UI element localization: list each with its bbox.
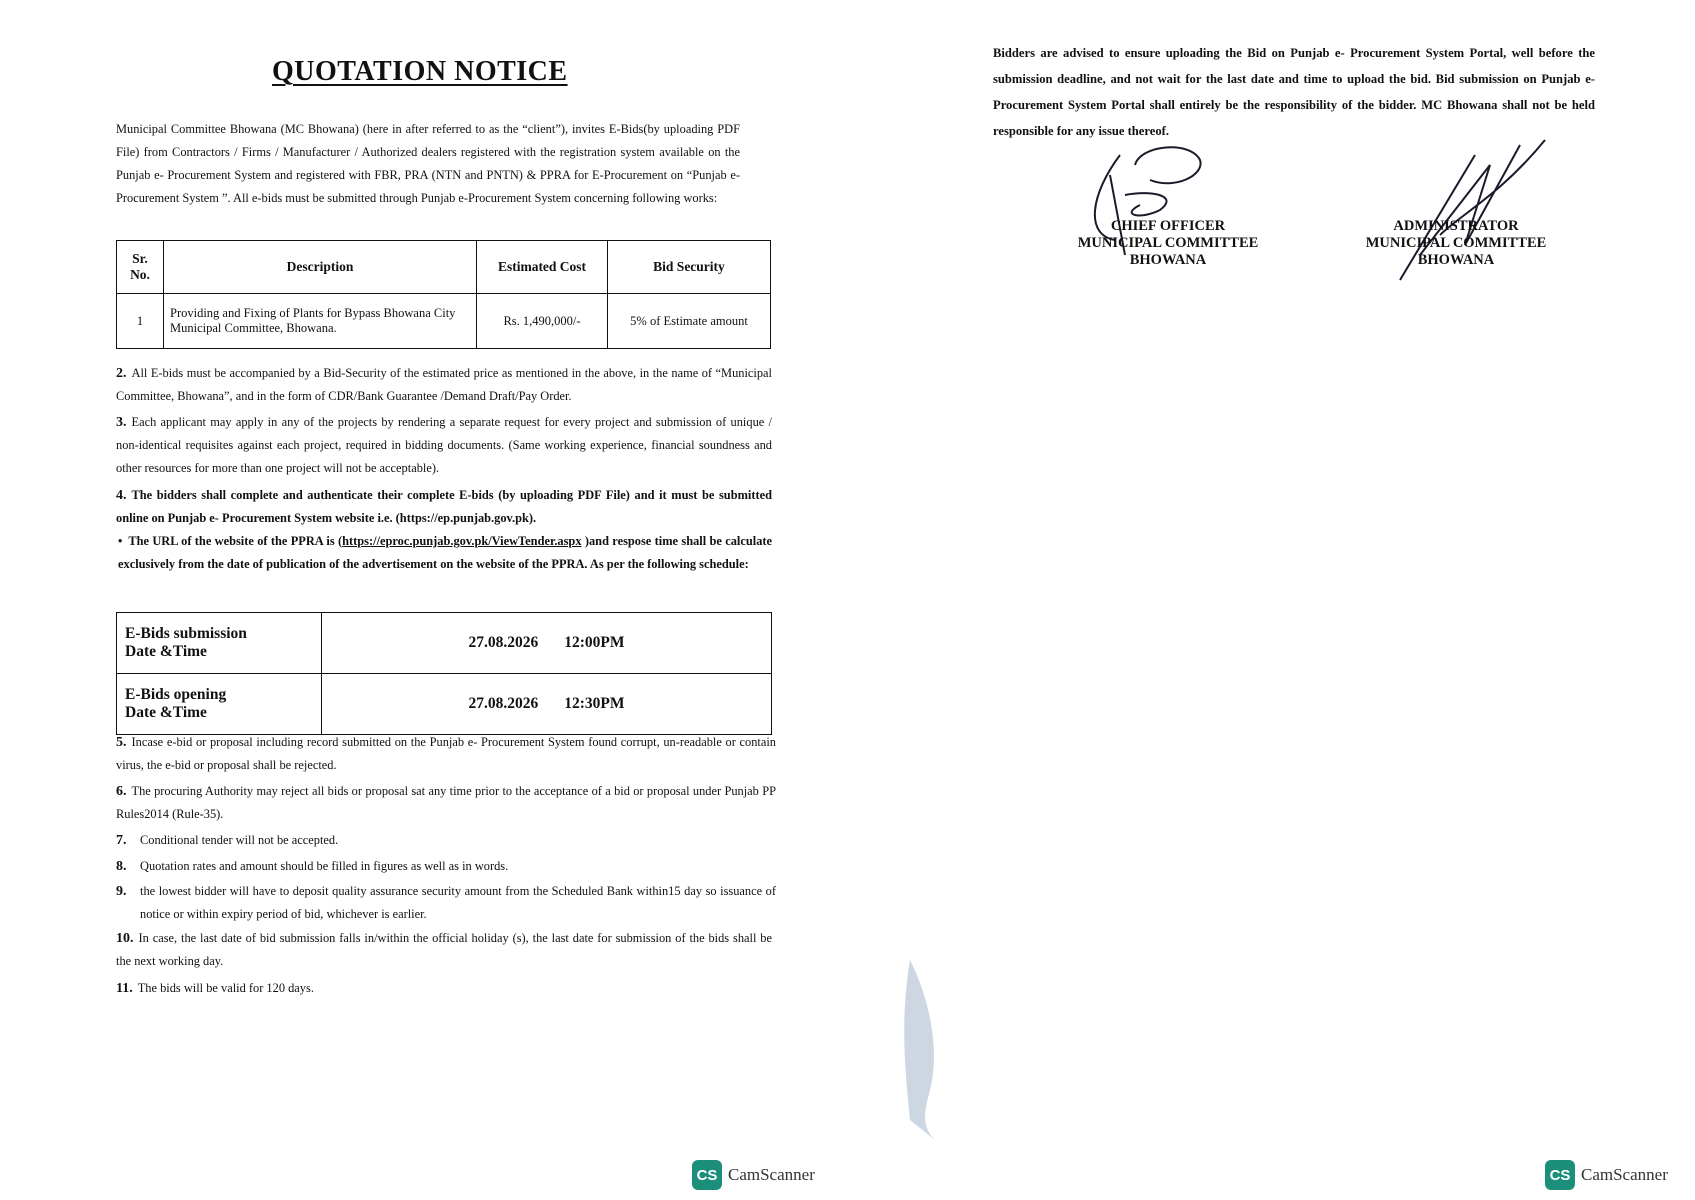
paragraph-3 [116, 411, 772, 480]
schedule-label-submission [117, 613, 322, 674]
camscanner-icon: CS [1545, 1160, 1575, 1190]
paragraph-5-text: Incase e-bid or proposal including record submitted on the Punjab e- Procurement System found corrupt, un-readable or contain virus, the e-bid or proposal shall be rejected. [116, 735, 776, 772]
cell-estimated-cost: Rs. 1,490,000/- [477, 294, 608, 349]
schedule-label-line: Date &Time [125, 704, 207, 721]
schedule-table [116, 612, 772, 735]
paragraph-2 [116, 362, 772, 408]
schedule-date: 27.08.2026 [468, 634, 539, 651]
header-sr-no: Sr. No. [117, 241, 164, 294]
bullet-text-start: The URL of the website of the PPRA is ( [128, 534, 343, 548]
signatory-place: BHOWANA [1417, 252, 1495, 268]
schedule-label-line: Date &Time [125, 643, 207, 660]
bullet-text-end: )and respose time shall be calculate exclusively from the date of publication of the advertisement on the website of the PPRA. As per the following schedule: [118, 534, 773, 571]
signatory-place: BHOWANA [1129, 252, 1207, 268]
cell-bid-security: 5% of Estimate amount [608, 294, 771, 349]
paragraph-9-number: 9. [116, 884, 127, 899]
table-row [117, 674, 772, 735]
intro-paragraph: Municipal Committee Bhowana (MC Bhowana) (here in after referred to as the “client”), invites E-Bids(by uploading PDF File) from Contractors / Firms / Manufacturer / Authorized dealers registered with the registration system available on the Punjab e- Procurement System and registered with FBR, PRA (NTN and PNTN) & PPRA for E-Procurement on “Punjab e- Procurement System ”. All e-bids must be submitted through Punjab e-Procurement System concerning following works: [116, 122, 740, 205]
scan-shadow-icon [900, 960, 950, 1140]
cell-description: Providing and Fixing of Plants for Bypass Bhowana City Municipal Committee, Bhowana. [164, 294, 477, 349]
page-title: QUOTATION NOTICE [272, 56, 568, 87]
schedule-label-opening [117, 674, 322, 735]
paragraph-10-text: In case, the last date of bid submission falls in/within the official holiday (s), the last date for submission of the bids shall be the next working day. [116, 931, 772, 968]
camscanner-label: CamScanner [1581, 1165, 1668, 1184]
signatory-org: MUNICIPAL COMMITTEE [1077, 235, 1259, 251]
paragraph-11-text: The bids will be valid for 120 days. [137, 981, 314, 995]
schedule-label-line: E-Bids opening [125, 686, 227, 703]
schedule-time: 12:30PM [564, 695, 625, 712]
paragraph-6-number: 6. [116, 784, 127, 799]
signatory-title: CHIEF OFFICER [1110, 218, 1226, 234]
works-table [116, 240, 771, 349]
schedule-time: 12:00PM [564, 634, 625, 651]
ppra-bullet [118, 530, 772, 576]
header-description: Description [164, 241, 477, 294]
paragraph-10-number: 10. [116, 931, 134, 946]
right-page [880, 0, 1695, 1200]
signatory-administrator [1356, 218, 1556, 269]
camscanner-label: CamScanner [728, 1165, 815, 1184]
paragraph-5-number: 5. [116, 735, 127, 750]
table-row [117, 294, 771, 349]
paragraph-8-text: Quotation rates and amount should be filled in figures as well as in words. [140, 859, 509, 873]
paragraph-5 [116, 731, 776, 777]
signatory-chief-officer [1068, 218, 1268, 269]
ppra-url-link[interactable]: https://eproc.punjab.gov.pk/ViewTender.aspx [342, 534, 582, 548]
schedule-date: 27.08.2026 [468, 695, 539, 712]
paragraph-3-number: 3. [116, 415, 127, 430]
paragraph-6-text: The procuring Authority may reject all bids or proposal sat any time prior to the acceptance of a bid or proposal under Punjab PP Rules2014 (Rule-35). [116, 784, 776, 821]
paragraph-4 [116, 484, 772, 530]
paragraph-6 [116, 780, 776, 826]
paragraph-3-text: Each applicant may apply in any of the projects by rendering a separate request for every project and submission of unique / non-identical requisites against each project, required in bidding documents. (Same working experience, financial soundness and other resources for more than one project will not be acceptable). [116, 415, 772, 475]
list-item [116, 880, 776, 926]
list-item [116, 829, 776, 852]
table-header-row [117, 241, 771, 294]
paragraph-11-number: 11. [116, 981, 133, 996]
schedule-value-opening [322, 674, 772, 735]
paragraph-8-number: 8. [116, 859, 127, 874]
paragraph-7-number: 7. [116, 833, 127, 848]
signatory-title: ADMINISTRATOR [1393, 218, 1519, 234]
paragraph-9-text: the lowest bidder will have to deposit quality assurance security amount from the Scheduled Bank within15 day so issuance of notice or within expiry period of bid, whichever is earlier. [140, 884, 776, 921]
paragraph-4-text: The bidders shall complete and authenticate their complete E-bids (by uploading PDF File) and it must be submitted online on Punjab e- Procurement System website i.e. (https://ep.punjab.gov.pk). [116, 488, 772, 525]
bid-upload-advice: Bidders are advised to ensure uploading the Bid on Punjab e- Procurement System Portal, well before the submission deadline, and not wait for the last date and time to upload the bid. Bid submission on Punjab e-Procurement System Portal shall entirely be the responsibility of the bidder. MC Bhowana shall not be held responsible for any issue thereof. [993, 46, 1595, 138]
paragraph-4-number: 4. [116, 488, 127, 503]
bullet-icon: • [118, 534, 123, 548]
paragraph-11 [116, 977, 772, 1000]
paragraph-10 [116, 927, 772, 973]
schedule-value-submission [322, 613, 772, 674]
header-estimated-cost: Estimated Cost [477, 241, 608, 294]
camscanner-watermark-left [692, 1160, 815, 1190]
cell-sr-no: 1 [117, 294, 164, 349]
header-bid-security: Bid Security [608, 241, 771, 294]
list-item [116, 855, 776, 878]
paragraph-7-text: Conditional tender will not be accepted. [140, 833, 339, 847]
table-row [117, 613, 772, 674]
camscanner-watermark-right [1545, 1160, 1668, 1190]
schedule-label-line: E-Bids submission [125, 625, 247, 642]
camscanner-icon: CS [692, 1160, 722, 1190]
paragraph-2-number: 2. [116, 366, 127, 381]
paragraph-2-text: All E-bids must be accompanied by a Bid-Security of the estimated price as mentioned in the above, in the name of “Municipal Committee, Bhowana”, and in the form of CDR/Bank Guarantee /Demand Draft/Pay Order. [116, 366, 772, 403]
signatory-org: MUNICIPAL COMMITTEE [1365, 235, 1547, 251]
